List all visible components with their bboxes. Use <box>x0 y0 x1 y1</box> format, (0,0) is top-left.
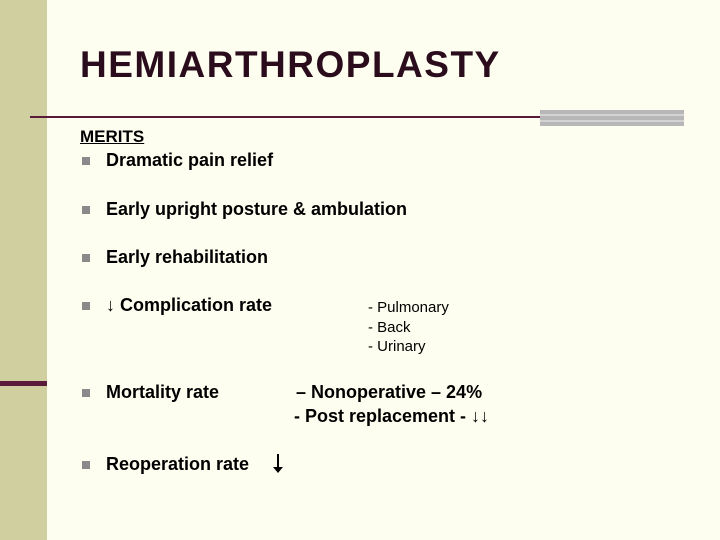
merits-heading: MERITS <box>80 127 145 146</box>
bullet-text: Complication rate <box>120 295 273 315</box>
bullet-square-icon <box>82 254 90 262</box>
title-rule-block <box>540 110 684 126</box>
bullet-square-icon <box>82 389 90 397</box>
bullet-early-rehabilitation <box>82 247 268 268</box>
bullet-upright-posture <box>82 199 407 220</box>
note-back: - Back <box>368 319 411 336</box>
note-urinary: - Urinary <box>368 338 426 355</box>
bullet-text: Early rehabilitation <box>106 247 269 267</box>
bullet-pain-relief <box>82 150 273 171</box>
bullet-text: Mortality rate <box>106 382 220 402</box>
down-arrow-icon: ↓ <box>106 295 115 315</box>
bullet-reoperation-rate <box>82 454 249 475</box>
left-accent-bar <box>0 381 47 386</box>
bullet-square-icon <box>82 157 90 165</box>
bullet-mortality-rate <box>82 382 219 403</box>
down-arrow-icon <box>277 454 279 471</box>
note-nonoperative: – Nonoperative – 24% <box>296 382 483 402</box>
bullet-square-icon <box>82 302 90 310</box>
bullet-square-icon <box>82 206 90 214</box>
bullet-text: Early upright posture & ambulation <box>106 199 408 219</box>
title-underline <box>30 116 540 118</box>
left-decorative-band <box>0 0 47 540</box>
bullet-text: Reoperation rate <box>106 454 250 474</box>
bullet-text: Dramatic pain relief <box>106 150 274 170</box>
note-pulmonary: - Pulmonary <box>368 299 449 316</box>
slide-title: HEMIARTHROPLASTY <box>80 44 501 85</box>
bullet-square-icon <box>82 461 90 469</box>
note-post-replacement: - Post replacement - ↓↓ <box>294 406 490 426</box>
bullet-complication-rate <box>82 295 272 316</box>
